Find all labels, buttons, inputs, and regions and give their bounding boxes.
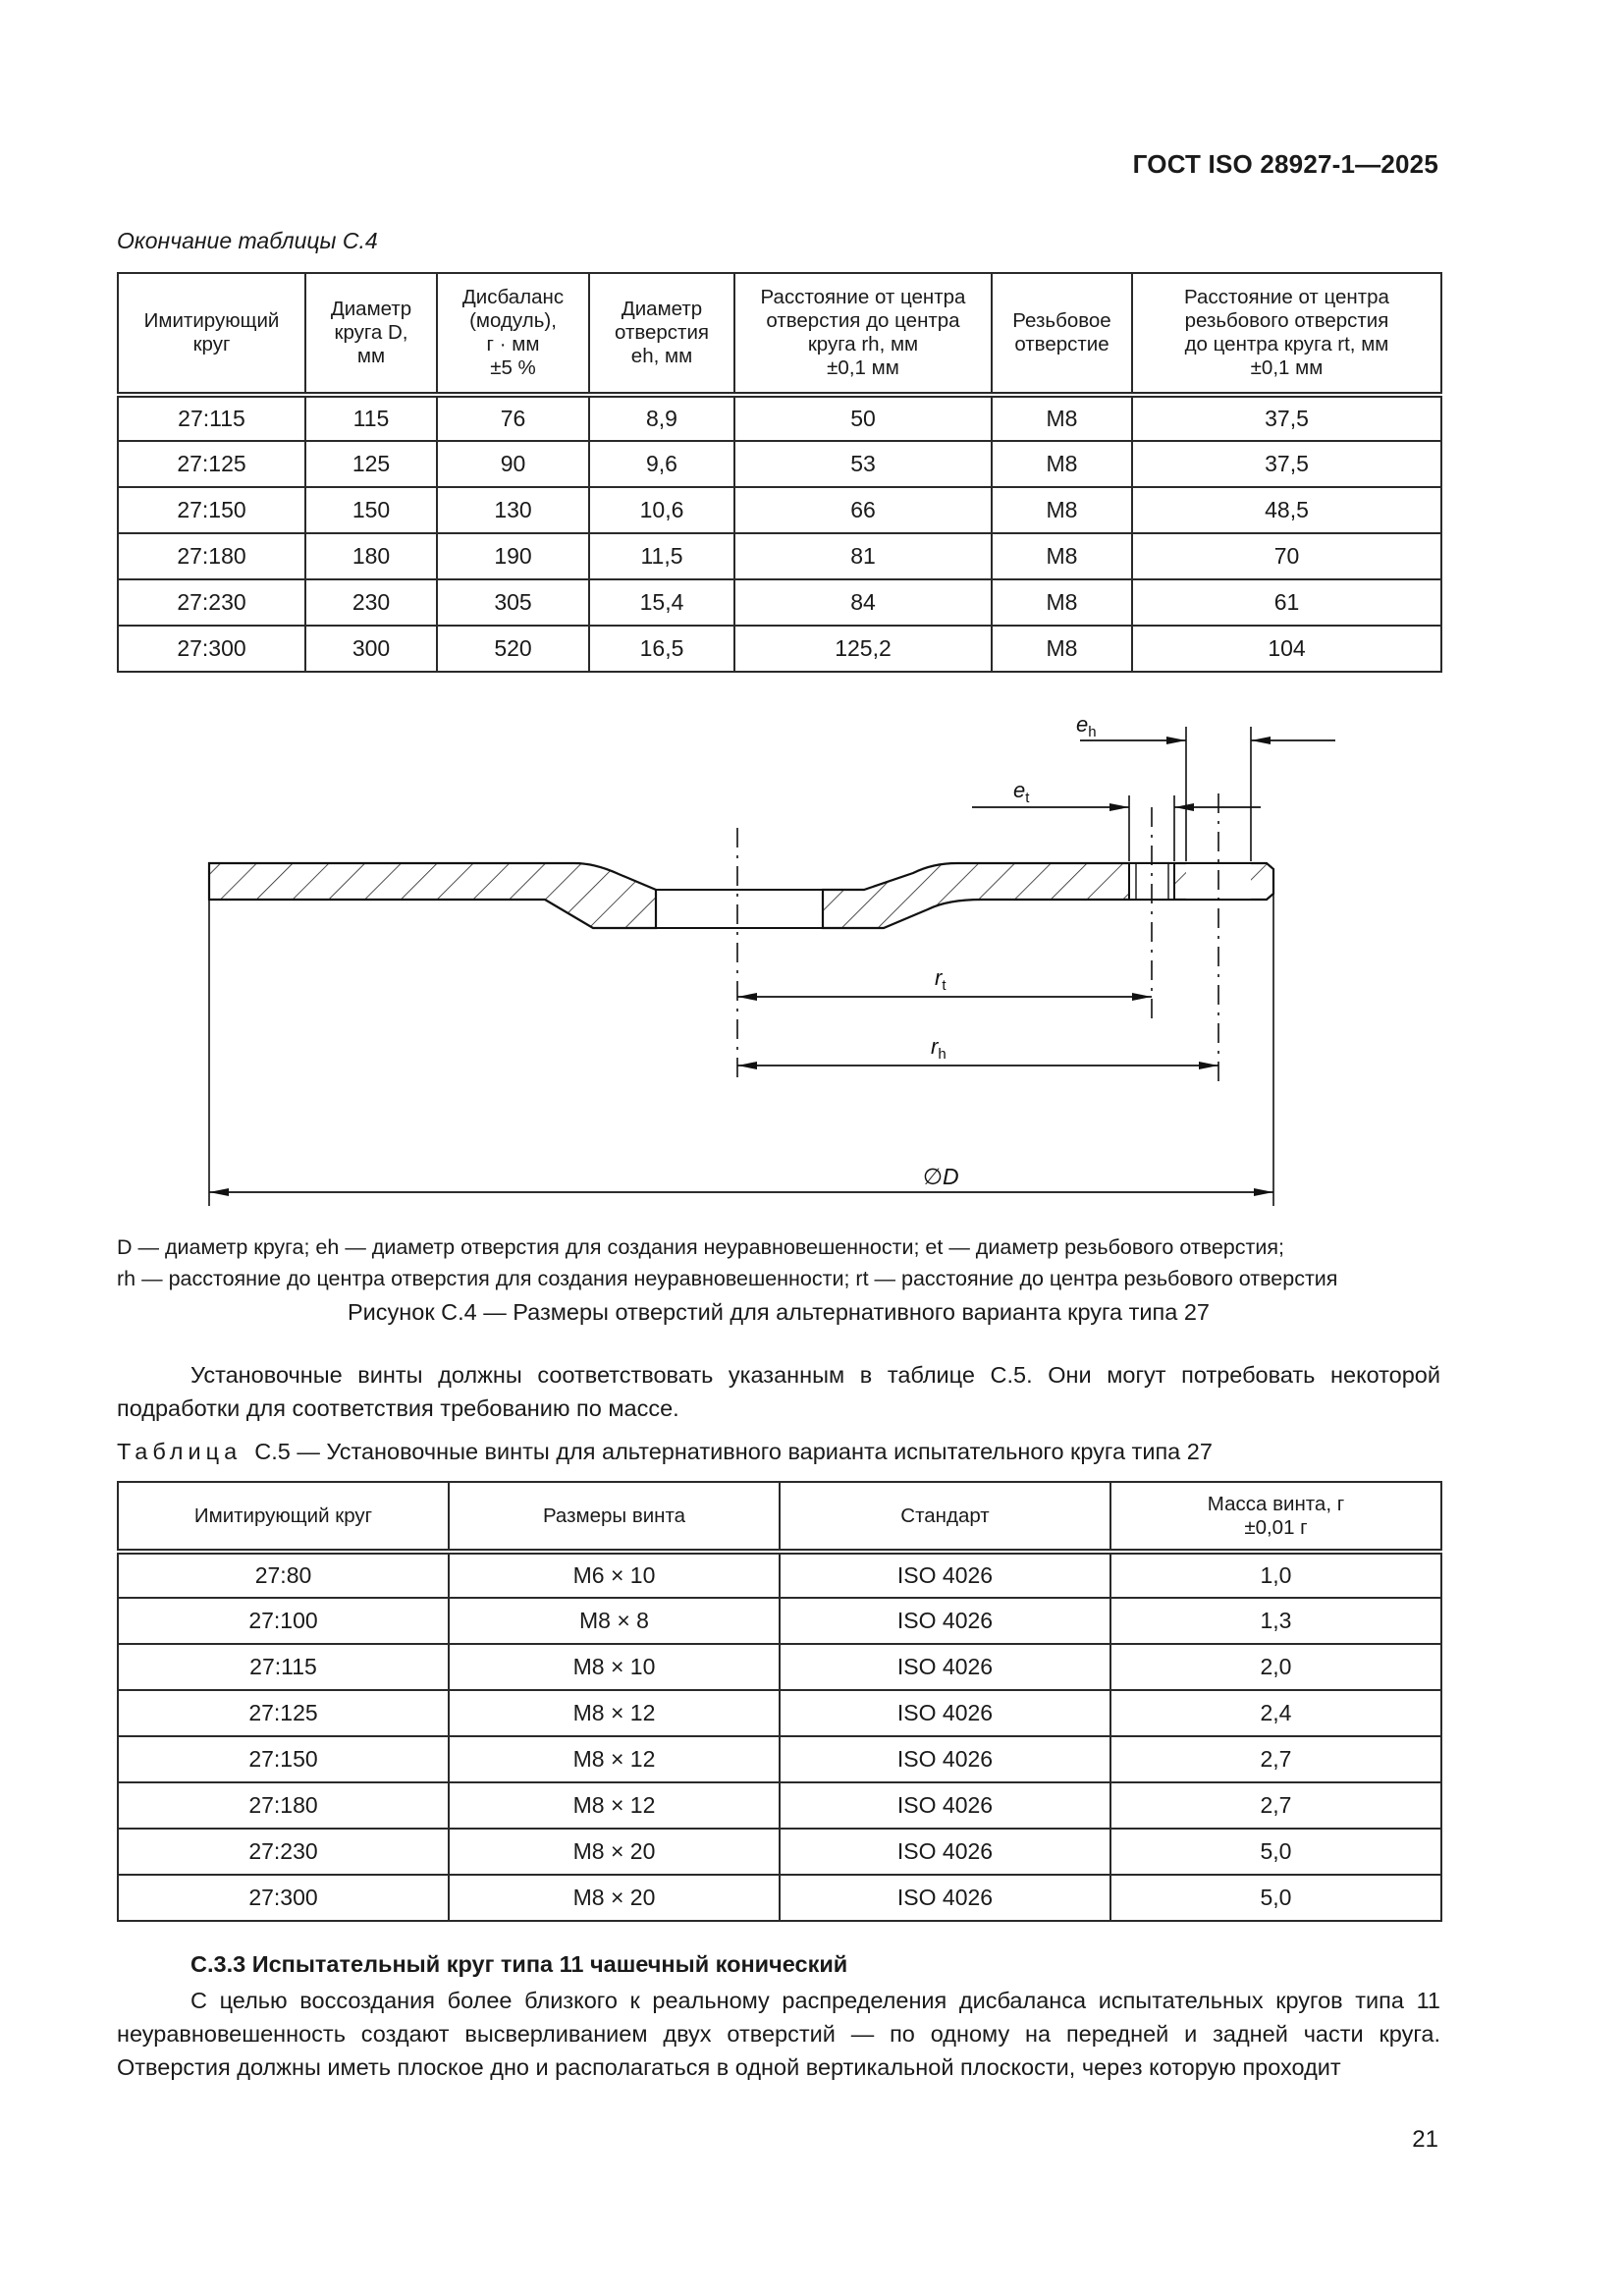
- table-cell: 11,5: [589, 533, 734, 579]
- table-cell: 27:300: [118, 626, 305, 672]
- table-cell: M8 × 20: [449, 1829, 780, 1875]
- table-cell: 125: [305, 441, 437, 487]
- table-cell: M8 × 12: [449, 1782, 780, 1829]
- table-cell: 27:125: [118, 1690, 449, 1736]
- table-cell: 27:150: [118, 1736, 449, 1782]
- table-cell: 61: [1132, 579, 1441, 626]
- table-cell: 10,6: [589, 487, 734, 533]
- table-cell: ISO 4026: [780, 1598, 1110, 1644]
- table-cell: 2,4: [1110, 1690, 1441, 1736]
- table-cell: ISO 4026: [780, 1829, 1110, 1875]
- figure-c4-drawing: [0, 687, 1623, 1237]
- table-cell: 76: [437, 395, 589, 441]
- table-c4: [117, 272, 1442, 673]
- table-row: [118, 1829, 1441, 1875]
- table-cell: 2,0: [1110, 1644, 1441, 1690]
- table-row: [118, 626, 1441, 672]
- table-cell: 27:180: [118, 533, 305, 579]
- table-cell: 2,7: [1110, 1782, 1441, 1829]
- table-cell: 15,4: [589, 579, 734, 626]
- col-header-screw-mass: Масса винта, г ±0,01 г: [1110, 1482, 1441, 1552]
- table-cell: 27:100: [118, 1598, 449, 1644]
- table-row: [118, 1875, 1441, 1921]
- paragraph-screws: Установочные винты должны соответствовать указанным в таблице С.5. Они могут потребовать некоторой подработки для соответствия требованию по массе.: [117, 1362, 1440, 1421]
- table-cell: 27:125: [118, 441, 305, 487]
- table-row: [118, 441, 1441, 487]
- table-cell: 1,3: [1110, 1598, 1441, 1644]
- col-header-imbalance: Дисбаланс (модуль), г · мм ±5 %: [437, 273, 589, 395]
- wheel-section-left: [209, 863, 656, 928]
- table-row: [118, 1644, 1441, 1690]
- table-cell: 66: [734, 487, 992, 533]
- table-c5: [117, 1481, 1442, 1922]
- label-diameter: ∅D: [923, 1164, 959, 1189]
- label-rt: $r_t$: [935, 965, 947, 994]
- col-header-standard: Стандарт: [780, 1482, 1110, 1552]
- table-cell: 37,5: [1132, 395, 1441, 441]
- table-row: [118, 1736, 1441, 1782]
- table-cell: 125,2: [734, 626, 992, 672]
- table-cell: 27:115: [118, 1644, 449, 1690]
- col-header-thread: Резьбовое отверстие: [992, 273, 1132, 395]
- document-code: ГОСТ ISO 28927-1—2025: [1132, 149, 1438, 179]
- table-cell: ISO 4026: [780, 1690, 1110, 1736]
- figure-legend: [117, 1231, 1440, 1294]
- label-rh: $r_h$: [931, 1034, 947, 1063]
- table-cell: M8: [992, 533, 1132, 579]
- col-header-screw-size: Размеры винта: [449, 1482, 780, 1552]
- table-cell: 70: [1132, 533, 1441, 579]
- table-row: [118, 579, 1441, 626]
- table-cell: 1,0: [1110, 1552, 1441, 1598]
- table-cell: 27:180: [118, 1782, 449, 1829]
- table-cell: 180: [305, 533, 437, 579]
- col-header-hole-distance: Расстояние от центра отверстия до центра круга rh, мм ±0,1 мм: [734, 273, 992, 395]
- table-cell: 8,9: [589, 395, 734, 441]
- table-cell: M8 × 20: [449, 1875, 780, 1921]
- table-cell: 104: [1132, 626, 1441, 672]
- table-cell: 90: [437, 441, 589, 487]
- table-cell: M8: [992, 579, 1132, 626]
- table-cell: 16,5: [589, 626, 734, 672]
- table-cell: 27:300: [118, 1875, 449, 1921]
- table-cell: 130: [437, 487, 589, 533]
- section-heading: С.3.3 Испытательный круг типа 11 чашечный конический: [190, 1951, 848, 1977]
- table-cell: M8 × 10: [449, 1644, 780, 1690]
- table-cell: 2,7: [1110, 1736, 1441, 1782]
- table-cell: 81: [734, 533, 992, 579]
- table-cell: 150: [305, 487, 437, 533]
- table-cell: M8: [992, 441, 1132, 487]
- table-cell: M8: [992, 395, 1132, 441]
- legend-line-2: rh — расстояние до центра отверстия для создания неуравновешенности; rt — расстояние до центра резьбового отверстия: [117, 1267, 1338, 1290]
- table-cell: 230: [305, 579, 437, 626]
- table-cell: 305: [437, 579, 589, 626]
- table-row: [118, 533, 1441, 579]
- table-cell: M8 × 12: [449, 1690, 780, 1736]
- table-cell: M8 × 12: [449, 1736, 780, 1782]
- table-c5-title: Таблица С.5 — Установочные винты для альтернативного варианта испытательного круга типа 27: [117, 1439, 1213, 1464]
- table-row: [118, 487, 1441, 533]
- table-cell: 115: [305, 395, 437, 441]
- col-header-wheel: Имитирующий круг: [118, 1482, 449, 1552]
- table-cell: M8: [992, 626, 1132, 672]
- table-cell: 27:230: [118, 1829, 449, 1875]
- table-cell: 300: [305, 626, 437, 672]
- table-row: [118, 1782, 1441, 1829]
- table-row: [118, 395, 1441, 441]
- table-cell: 37,5: [1132, 441, 1441, 487]
- table-cell: 9,6: [589, 441, 734, 487]
- col-header-wheel: Имитирующий круг: [118, 273, 305, 395]
- page-number: 21: [1412, 2126, 1438, 2153]
- legend-line-1: D — диаметр круга; eh — диаметр отверстия для создания неуравновешенности; et — диаметр резьбового отверстия;: [117, 1235, 1284, 1259]
- col-header-thread-distance: Расстояние от центра резьбового отверстия до центра круга rt, мм ±0,1 мм: [1132, 273, 1441, 395]
- table-cell: M8: [992, 487, 1132, 533]
- table-cell: ISO 4026: [780, 1782, 1110, 1829]
- table-cell: 27:115: [118, 395, 305, 441]
- label-et: $e_t$: [1013, 778, 1030, 806]
- table-cell: ISO 4026: [780, 1736, 1110, 1782]
- table-cell: 190: [437, 533, 589, 579]
- table-cell: 48,5: [1132, 487, 1441, 533]
- table-cell: ISO 4026: [780, 1644, 1110, 1690]
- section-paragraph: С целью воссоздания более близкого к реальному распределения дисбаланса испытательных кругов типа 11 неуравновешенность создают высверливанием двух отверстий — по одному на передней и задней части круга. Отверстия должны иметь плоское дно и располагаться в одной вертикальной плоскости, через которую проходит: [117, 1988, 1440, 2080]
- figure-caption: Рисунок С.4 — Размеры отверстий для альтернативного варианта круга типа 27: [347, 1299, 1211, 1325]
- table-cell: ISO 4026: [780, 1552, 1110, 1598]
- table-row: [118, 1598, 1441, 1644]
- table-cell: ISO 4026: [780, 1875, 1110, 1921]
- table-cell: 5,0: [1110, 1829, 1441, 1875]
- table-cell: M8 × 8: [449, 1598, 780, 1644]
- table-row: [118, 1552, 1441, 1598]
- table-cell: 520: [437, 626, 589, 672]
- table-cell: 27:230: [118, 579, 305, 626]
- label-eh: $e_h$: [1076, 712, 1097, 740]
- table-continuation-label: Окончание таблицы С.4: [117, 228, 378, 253]
- table-cell: M6 × 10: [449, 1552, 780, 1598]
- table-cell: 27:150: [118, 487, 305, 533]
- table-cell: 53: [734, 441, 992, 487]
- col-header-diameter: Диаметр круга D, мм: [305, 273, 437, 395]
- table-cell: 5,0: [1110, 1875, 1441, 1921]
- table-row: [118, 1690, 1441, 1736]
- table-cell: 50: [734, 395, 992, 441]
- table-cell: 84: [734, 579, 992, 626]
- table-cell: 27:80: [118, 1552, 449, 1598]
- col-header-hole-diameter: Диаметр отверстия eh, мм: [589, 273, 734, 395]
